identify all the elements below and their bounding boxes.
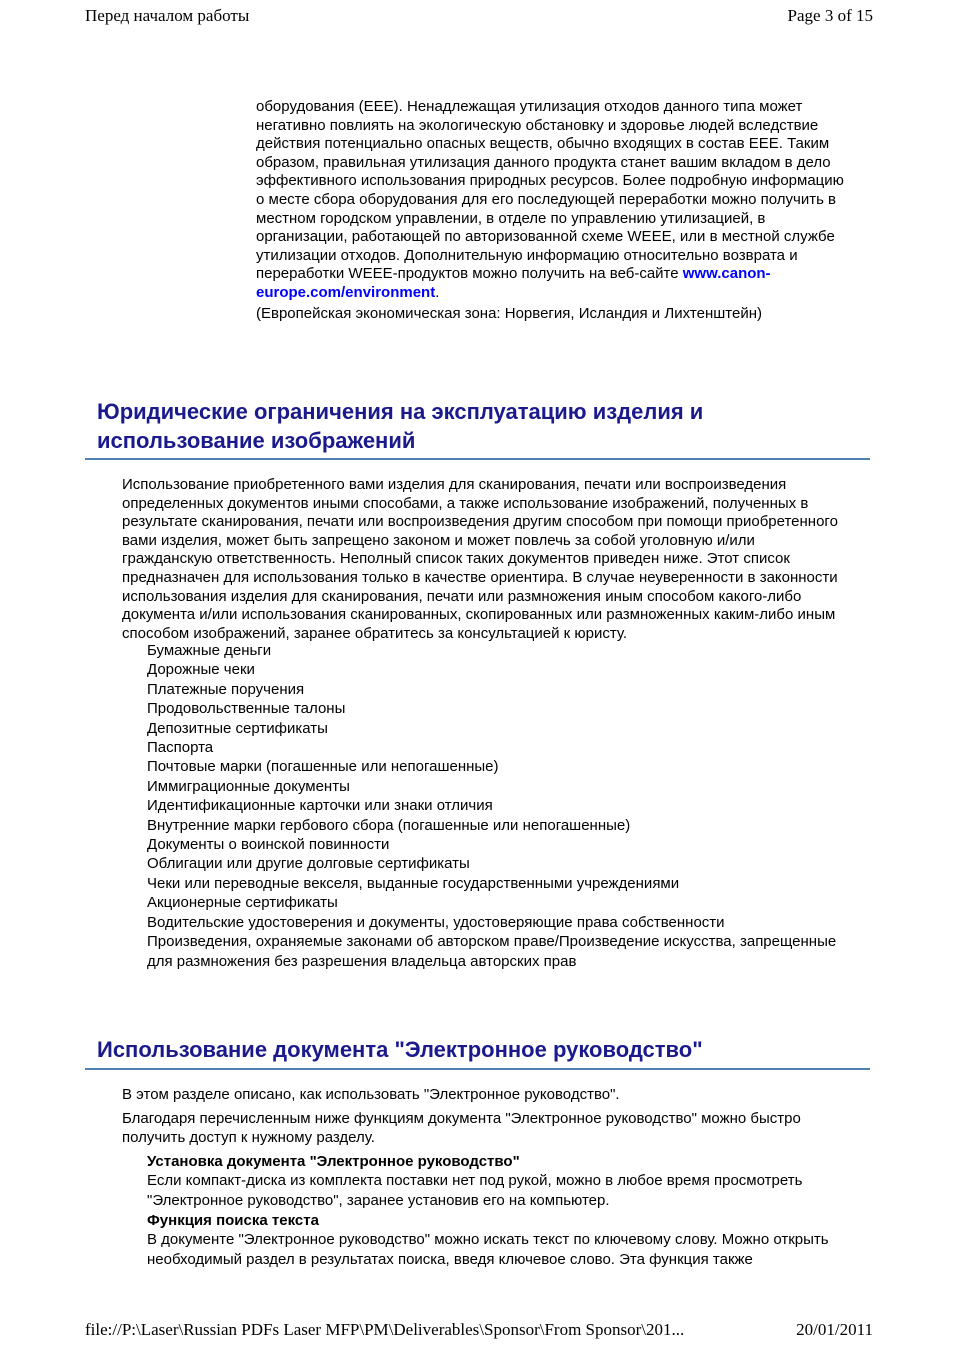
feature-install-body: Если компакт-диска из комплекта поставки нет под рукой, можно в любое время просмотреть "Электронное руководство", заранее установив его на компьютер. <box>147 1172 803 1209</box>
list-item: Идентификационные карточки или знаки отличия <box>147 797 493 815</box>
list-item: Дорожные чеки <box>147 661 255 679</box>
intro-paragraph-text: оборудования (EEE). Ненадлежащая утилизация отходов данного типа может негативно повлиять на экологическую обстановку и здоровье людей вследствие действия потенциально опасных веществ, обычно входящих в состав EEE. Таким образом, правильная утилизация данного продукта станет вашим вкладом в дело эффективного использования природных ресурсов. Более подробную информацию о месте сбора оборудования для его последующей переработки можно получить в местном городском управлении, в отделе по управлению утилизацией, в организации, работающей по авторизованной схеме WEEE, или в местной службе утилизации отходов. Дополнительную информацию относительно возврата и переработки WEEE-продуктов можно получить на веб-сайте <box>256 98 844 283</box>
list-item: Документы о воинской повинности <box>147 836 390 854</box>
intro-paragraph-period: . <box>435 283 440 301</box>
environment-link[interactable]: www.canon-europe.com/environment <box>256 265 771 301</box>
section-title-emanual-usage: Использование документа "Электронное руководство" <box>85 1035 870 1070</box>
legal-paragraph: Использование приобретенного вами изделия для сканирования, печати или воспроизведения определенных документов иными способами, а также использование изображений, полученных в результате сканирования, печати или воспроизведения другим способом при помощи приобретенного вами изделия, может быть запрещено законом и может повлечь за собой уголовную и/или гражданскую ответственность. Неполный список таких документов приведен ниже. Этот список предназначен для использования только в качестве ориентира. В случае неуверенности в законности использования изделия для сканирования, печати или размножения иным способом какого-либо документа и/или использования сканированных, скопированных или размноженных каким-либо иным способом изображений, заранее обратитесь за консультацией к юристу. <box>122 476 838 642</box>
footer-date: 20/01/2011 <box>796 1320 873 1339</box>
section-title-legal-limitations: Юридические ограничения на эксплуатацию изделия и использование изображений <box>85 397 870 460</box>
header-document-title: Перед началом работы <box>85 6 250 25</box>
emanual-paragraph-1: В этом разделе описано, как использовать "Электронное руководство". <box>122 1086 620 1103</box>
intro-paragraph <box>256 98 848 303</box>
list-item: Бумажные деньги <box>147 642 272 659</box>
list-item: Иммиграционные документы <box>147 777 350 795</box>
list-item: Водительские удостоверения и документы, удостоверяющие права собственности <box>147 913 725 931</box>
list-item: Платежные поручения <box>147 680 305 698</box>
restricted-documents-list <box>147 641 857 971</box>
list-item: Почтовые марки (погашенные или непогашенные) <box>147 758 499 776</box>
list-item: Депозитные сертификаты <box>147 719 328 737</box>
feature-search-body: В документе "Электронное руководство" можно искать текст по ключевому слову. Можно открыть необходимый раздел в результатах поиска, введя ключевое слово. Эта функция также <box>147 1231 829 1268</box>
footer-file-path: file://P:\Laser\Russian PDFs Laser MFP\PM\Deliverables\Sponsor\From Sponsor\201... <box>85 1320 685 1339</box>
list-item: Облигации или другие долговые сертификаты <box>147 855 470 873</box>
list-item: Акционерные сертификаты <box>147 894 338 912</box>
header-page-number: Page 3 of 15 <box>787 6 873 25</box>
list-item: Паспорта <box>147 739 214 757</box>
list-item: Внутренние марки гербового сбора (погашенные или непогашенные) <box>147 816 631 834</box>
list-item: Произведения, охраняемые законами об авторском праве/Произведение искусства, запрещенные для размножения без разрешения владельца авторских прав <box>147 933 837 970</box>
list-item: Продовольственные талоны <box>147 700 346 718</box>
emanual-paragraph-2: Благодаря перечисленным ниже функциям документа "Электронное руководство" можно быстро получить доступ к нужному разделу. <box>122 1110 801 1146</box>
eea-note: (Европейская экономическая зона: Норвегия, Исландия и Лихтенштейн) <box>256 305 762 322</box>
feature-search-title: Функция поиска текста <box>147 1212 319 1229</box>
list-item: Чеки или переводные векселя, выданные государственными учреждениями <box>147 874 680 892</box>
feature-install-title: Установка документа "Электронное руководство" <box>147 1153 520 1170</box>
